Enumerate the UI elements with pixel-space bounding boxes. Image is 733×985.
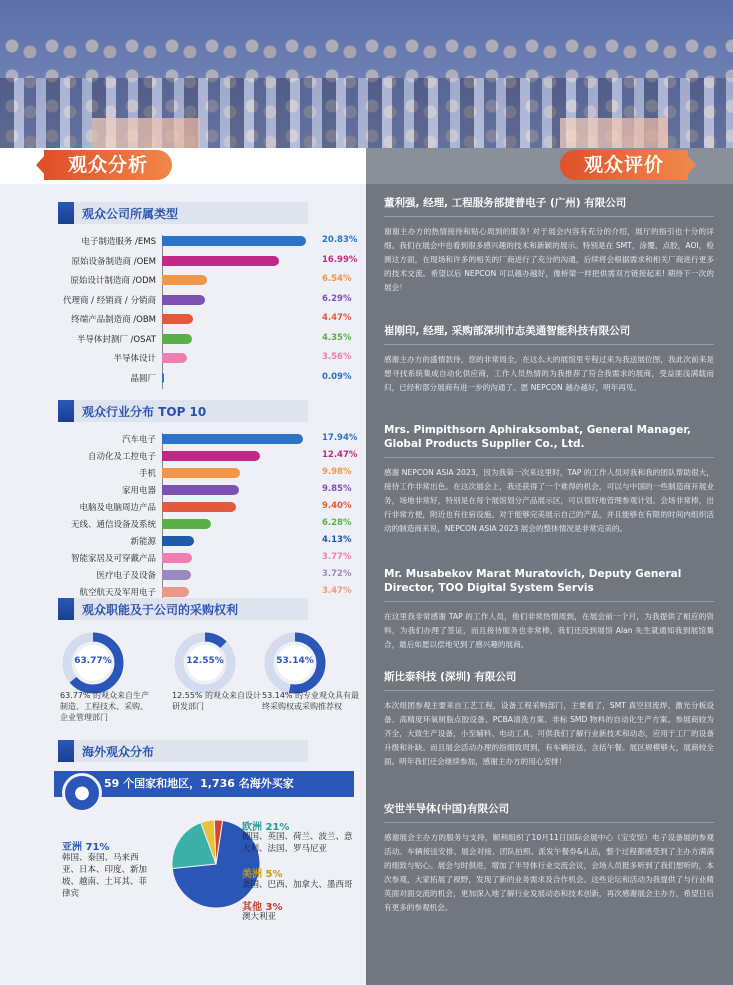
- industry-bar-value: 3.77%: [322, 552, 352, 562]
- review-author: Mr. Musabekov Marat Muratovich, Deputy General Director, TOO Digital System Servis: [384, 568, 682, 594]
- review-text: 感谢主办方的盛情款待，您的非常周全，在这么大的展馆里专程过来为我送展位图，我此次前来是想寻找系统集成自动化供应商，工作人员热情的为我推荐了符合我需求的展商，受益匪浅满载而归，已经和部分展商有进一步的沟通了。愿 NEPCON 越办越好，明年再见。: [384, 355, 714, 392]
- section-heading-audience-analysis: 观众分析: [44, 150, 172, 180]
- industry-bar-row: [0, 431, 366, 447]
- industry-bar: [162, 434, 303, 444]
- overseas-title: [58, 740, 308, 762]
- review-divider: [384, 601, 714, 602]
- title-marker: [58, 400, 74, 422]
- company_type-bar-value: 0.09%: [322, 371, 352, 382]
- industry-bar-label: 汽车电子: [121, 435, 156, 445]
- industry-bar: [162, 536, 194, 546]
- overseas-summary: 59 个国家和地区，1,736 名海外买家: [54, 771, 354, 797]
- company_type-bar-row: [0, 233, 366, 249]
- company_type-bar-track: [162, 373, 312, 383]
- section-heading-audience-reviews: 观众评价: [560, 150, 688, 180]
- title-marker: [58, 740, 74, 762]
- industry-bar: [162, 468, 240, 478]
- industry-bar-track: [162, 434, 312, 444]
- region-europe-title: 欧洲 21%: [242, 822, 290, 833]
- industry-bar-label: 无线、通信设备及系统: [70, 520, 156, 530]
- company_type-bar-track: [162, 334, 312, 344]
- industry-bar-row: [0, 499, 366, 515]
- industry-bar-track: [162, 485, 312, 495]
- review-author: 董利强, 经理, 工程服务部捷普电子 (广州) 有限公司: [384, 197, 627, 209]
- industry-bar-value: 3.47%: [322, 586, 352, 596]
- industry-bar-track: [162, 536, 312, 546]
- review-text: 本次组团参观主要来自工艺工程，设备工程采购部门，主要看了，SMT 真空回流焊、激光分板设备、高精度环氧树脂点胶设备、PCBA清洗方案、非标 SMD 物料的自动化生产方案。参展商较为齐全，大致生产设备，小至辅料、电动工具，可供我们了解行业新技术和动态，应用于工厂的设备升级和补缺。而且展会活动办理的指细致周到，有车辆接送，含括午餐。展区规模够大，展商较全面。明年我们还会继续参加，感谢主办方的用心安排！: [384, 701, 714, 766]
- industry-bar-value: 3.72%: [322, 569, 352, 579]
- company_type-bar-track: [162, 275, 312, 285]
- region-asia-countries: 韩国、泰国、马来西亚、日本、印度、新加坡、越南、土耳其、菲律宾: [62, 853, 148, 899]
- company_type-bar: [162, 256, 279, 266]
- industry-bar-label: 自动化及工控电子: [87, 452, 156, 462]
- company_type-bar-label: 半导体封测厂 /OSAT: [76, 334, 156, 345]
- review-5: [384, 670, 714, 769]
- company_type-bar-label: 原始设备制造商 /OEM: [71, 256, 156, 267]
- region-other-countries: 澳大利亚: [242, 912, 277, 922]
- industry-bar-row: [0, 533, 366, 549]
- company_type-bar-row: [0, 272, 366, 288]
- review-divider: [384, 344, 714, 345]
- industry-title-text: 观众行业分布 TOP 10: [82, 405, 207, 419]
- industry-bar-value: 9.40%: [322, 501, 352, 511]
- purchase-donut: [262, 630, 328, 696]
- industry-bar-row: [0, 448, 366, 464]
- company_type-bar: [162, 353, 187, 363]
- company_type-bar: [162, 334, 192, 344]
- company_type-bar-row: [0, 311, 366, 327]
- company_type-bar-row: [0, 292, 366, 308]
- title-marker: [58, 598, 74, 620]
- review-3: [384, 423, 714, 536]
- region-americas-title: 美洲 5%: [242, 869, 283, 880]
- industry-title: [58, 400, 308, 422]
- company_type-bar-track: [162, 236, 312, 246]
- review-text: 感谢 NEPCON ASIA 2023，因为我第一次来这里时，TAP 的工作人员对我和我的团队帮助很大，接待工作非常出色。在这次展会上，我还获得了一个难得的机会，可以与中国的一些制造商开展业务，场地非常好，特别是在每个展馆划分产品展示区，可以很好地管理参观计划。会场非常棒，出行非常方便，附近也有住宿设施。对于能够完美展示自己的产品，并且能够在有限的时间内组织活动的制造商来说，NEPCON ASIA 2023 展会的整体情况是非常完美的。: [384, 468, 714, 533]
- company_type-bar-label: 终端产品制造商 /OBM: [71, 315, 156, 325]
- review-divider: [384, 690, 714, 691]
- industry-bar-track: [162, 502, 312, 512]
- company_type-bar-label: 原始设计制造商 /ODM: [70, 276, 156, 286]
- company-type-title-text: 观众公司所属类型: [82, 207, 179, 221]
- purchase-title: [58, 598, 308, 620]
- review-divider: [384, 216, 714, 217]
- purchase-title-text: 观众职能及于公司的采购权利: [82, 603, 239, 617]
- donut-value: 53.14%: [276, 656, 314, 666]
- industry-bar-value: 12.47%: [322, 450, 358, 460]
- group-photo: [0, 0, 733, 148]
- industry-bar-value: 4.13%: [322, 535, 352, 545]
- industry-bar-row: [0, 567, 366, 583]
- review-divider: [384, 457, 714, 458]
- donut-value: 12.55%: [186, 656, 224, 666]
- people-icon: ●: [62, 773, 102, 813]
- industry-bar-value: 6.28%: [322, 518, 352, 528]
- company_type-bar-value: 6.29%: [322, 293, 352, 304]
- industry-bar-value: 9.98%: [322, 467, 352, 477]
- company_type-bar-value: 4.47%: [322, 313, 352, 323]
- industry-bar-label: 手机: [138, 469, 156, 479]
- industry-bar-track: [162, 519, 312, 529]
- region-asia-title: 亚洲 71%: [62, 842, 110, 853]
- review-text: 在这里我非常感谢 TAP 的工作人员，他们非常热情周到，在展会前一个月，为我提供了相应的资料，为我们办理了签证，而且接待服务也非常棒，我们还没到展馆 Alan 先生就通知我到展馆集合，最后如愿以偿地见到了感兴趣的展商。: [384, 612, 714, 649]
- donut-value: 63.77%: [74, 656, 112, 666]
- review-2: [384, 324, 714, 395]
- review-text: 感谢展会主办方的服务与支持，顺利组织了10月11日国际会展中心（宝安馆）电子设备展的参观活动。车辆接送安排、展会对接、团队拍照、派发午餐券&礼品，整个过程都感受到了主办方满满的细致与贴心。展会与时俱进，增加了半导体行业交流会议，会场人员挺多听到了我们想听的，本次参观，大家拓展了视野，发现了新的业务需求及合作机会。这些论坛和活动为我提供了与行业精英面对面交流的机会，更加深入地了解行业发展动态和技术创新，再次感谢展会主办方，希望日后有更多的参观机会。: [384, 833, 714, 912]
- industry-bar: [162, 570, 191, 580]
- company_type-bar-row: [0, 350, 366, 366]
- review-author: 崔刚印, 经理, 采购部深圳市志美通智能科技有限公司: [384, 325, 631, 337]
- industry-bar-label: 医疗电子及设备: [96, 571, 156, 581]
- industry-bar-track: [162, 570, 312, 580]
- industry-bar-row: [0, 516, 366, 532]
- industry-bar-label: 新能源: [130, 537, 156, 547]
- industry-bar-track: [162, 553, 312, 563]
- review-author: 安世半导体(中国)有限公司: [384, 803, 510, 815]
- industry-bar-row: [0, 550, 366, 566]
- review-author: Mrs. Pimpithsorn Aphiraksombat, General Manager, Global Products Supplier Co., Ltd.: [384, 424, 691, 450]
- industry-bar-value: 9.85%: [322, 484, 352, 494]
- company_type-bar-label: 电子制造服务 /EMS: [81, 237, 156, 247]
- industry-bar-track: [162, 451, 312, 461]
- company_type-bar-value: 20.83%: [322, 235, 358, 245]
- company_type-bar: [162, 275, 207, 285]
- company_type-bar-label: 晶圆厂: [130, 373, 156, 384]
- review-4: [384, 567, 714, 652]
- company_type-bar-value: 3.56%: [322, 352, 352, 362]
- company_type-bar-track: [162, 353, 312, 363]
- company_type-bar-label: 代理商 / 经销商 / 分销商: [62, 295, 156, 306]
- company_type-bar: [162, 314, 193, 324]
- industry-bar: [162, 519, 211, 529]
- region-europe-countries: 德国、英国、荷兰、波兰、意大利、法国、罗马尼亚: [242, 832, 353, 854]
- industry-bar-value: 17.94%: [322, 433, 358, 443]
- company_type-bar: [162, 236, 306, 246]
- review-divider: [384, 822, 714, 823]
- industry-bar: [162, 553, 192, 563]
- company-type-title: [58, 202, 308, 224]
- company_type-bar-value: 6.54%: [322, 274, 352, 284]
- industry-bar-label: 智能家居及可穿戴产品: [70, 554, 156, 564]
- industry-bar-row: [0, 482, 366, 498]
- review-1: [384, 196, 714, 295]
- region-other-title: 其他 3%: [242, 902, 283, 913]
- photo-banner-right: [560, 118, 668, 148]
- industry-bar: [162, 485, 239, 495]
- donut-caption: 12.55% 的观众来自设计研发部门: [172, 691, 262, 711]
- industry-bar-label: 家用电器: [121, 486, 156, 496]
- header-right-arrow: [686, 154, 696, 176]
- region-americas-countries: 美国、巴西、加拿大、墨西哥: [242, 880, 353, 890]
- purchase-donut: [172, 630, 238, 696]
- photo-banner-left: [92, 118, 200, 148]
- review-author: 斯比泰科技 (深圳) 有限公司: [384, 671, 517, 683]
- industry-bar-track: [162, 587, 312, 597]
- company_type-bar-value: 4.35%: [322, 332, 352, 343]
- company_type-bar-row: [0, 370, 366, 386]
- industry-bar: [162, 502, 236, 512]
- review-6: [384, 802, 714, 915]
- company_type-bar-value: 16.99%: [322, 254, 358, 265]
- industry-bar-label: 航空航天及军用电子: [79, 588, 156, 598]
- review-text: 谢谢主办方的热情接待和贴心周到的服务! 对于展会内容有充分的介绍，展厅的指引也十分的详细。我们在展会中也看到很多感兴趣的技术和新颖的展示。特别是在 SMT，涂覆，点胶，AOI，检测这方面，在现场和许多的相关的厂商进行了充分的沟通，后续将会根据需求和相关厂商进行更多的技术交流。希望以后 NEPCON 可以越办越好，像桥梁一样把供需双方链接起来! 期待下一次的展会！: [384, 227, 714, 292]
- industry-bar-row: [0, 465, 366, 481]
- company_type-bar-track: [162, 314, 312, 324]
- industry-bar-label: 电脑及电脑周边产品: [79, 503, 156, 513]
- company_type-bar: [162, 295, 205, 305]
- purchase-donut: [60, 630, 126, 696]
- industry-bar: [162, 451, 260, 461]
- title-marker: [58, 202, 74, 224]
- industry-bar-track: [162, 468, 312, 478]
- donut-caption: 53.14% 的专业观众具有最终采购权或采购推荐权: [262, 691, 360, 711]
- donut-caption: 63.77% 的观众来自生产制造、工程技术、采购、企业管理部门: [60, 691, 150, 722]
- company_type-bar-row: [0, 331, 366, 347]
- company_type-bar-row: [0, 253, 366, 269]
- industry-bar: [162, 587, 189, 597]
- company_type-bar: [162, 373, 164, 383]
- company_type-bar-track: [162, 295, 312, 305]
- company_type-bar-label: 半导体设计: [113, 354, 156, 364]
- overseas-title-text: 海外观众分布: [82, 745, 155, 759]
- company_type-bar-track: [162, 256, 312, 266]
